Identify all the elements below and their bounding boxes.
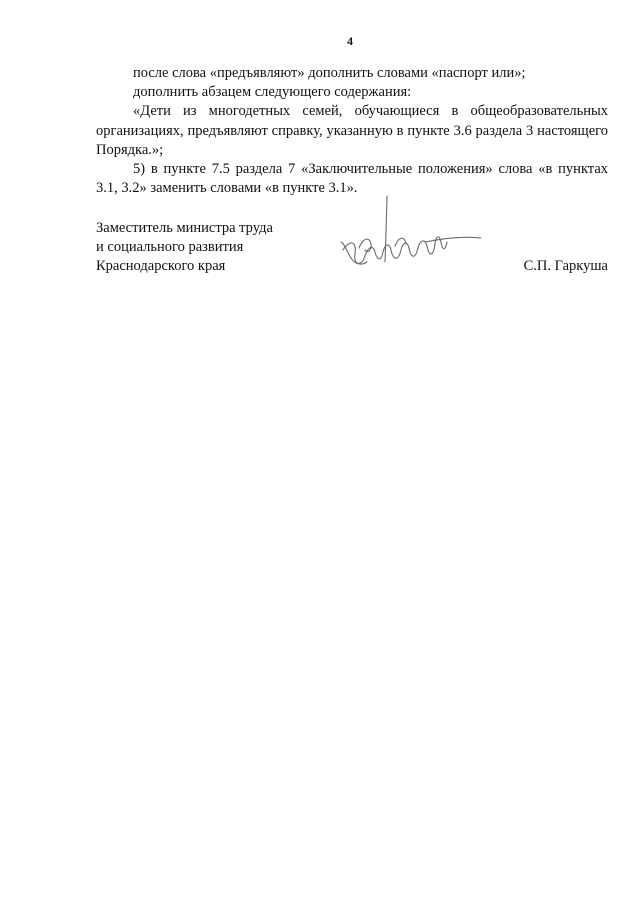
handwritten-signature: [335, 192, 485, 288]
paragraph-passport-amendment: после слова «предъявляют» дополнить словами «паспорт или»;: [133, 65, 526, 81]
signer-name: С.П. Гаркуша: [523, 258, 608, 274]
signatory-position: [96, 219, 273, 276]
signatory-position-line: Краснодарского края: [96, 258, 226, 274]
page-number: 4: [347, 34, 353, 48]
signatory-position-line: Заместитель министра труда: [96, 220, 273, 236]
paragraph-add-clause: дополнить абзацем следующего содержания:: [133, 84, 412, 101]
paragraph-item-5: 5) в пункте 7.5 раздела 7 «Заключительные положения» слова «в пунктах 3.1, 3.2» заменить словами «в пункте 3.1».: [96, 161, 608, 197]
document-body: [96, 64, 608, 198]
signatory-position-line: и социального развития: [96, 239, 244, 255]
paragraph-large-families-quote: «Дети из многодетных семей, обучающиеся в общеобразовательных организациях, предъявляют справку, указанную в пункте 3.6 раздела 3 настоящего Порядка.»;: [96, 103, 608, 158]
